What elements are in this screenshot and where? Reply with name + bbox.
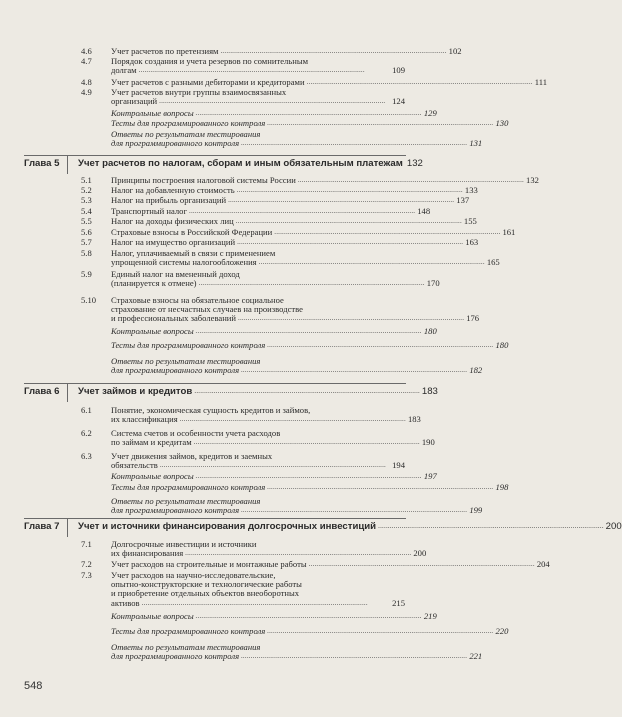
section-title: долгам	[111, 65, 137, 76]
section-title: и приобретение отдельных объектов внеоборотных	[111, 588, 300, 599]
page-ref: 129	[423, 108, 437, 118]
section-number: 4.6	[81, 46, 92, 56]
page-ref: 148	[417, 206, 431, 216]
section-title: упрощенной системы налогообложения	[111, 257, 257, 268]
page-ref: 111	[534, 77, 548, 87]
section-title: Тесты для программированного контроля	[111, 626, 266, 636]
section-title: Учет расчетов внутри группы взаимосвязанных	[111, 87, 287, 97]
section-title: Налог, уплачиваемый в связи с применением	[111, 248, 276, 258]
section-title: Ответы по результатам тестирования	[111, 129, 261, 139]
page-ref: 165	[486, 257, 500, 268]
section-number: 6.3	[81, 451, 92, 461]
section-title: Тесты для программированного контроля	[111, 340, 266, 350]
chapter-title: Учет займов и кредитов	[78, 386, 193, 397]
page-ref: 183	[407, 414, 421, 425]
section-title: их финансирования	[111, 548, 184, 559]
section-title: Транспортный налог	[111, 206, 188, 216]
page-ref: 180	[423, 326, 437, 336]
page-ref: 200	[605, 521, 622, 532]
section-number: 4.9	[81, 87, 92, 97]
page-ref: 220	[495, 626, 509, 636]
page-ref: 124	[392, 96, 405, 107]
section-number: 7.3	[81, 570, 92, 580]
section-title: Тесты для программированного контроля	[111, 482, 266, 492]
page-ref: 163	[465, 237, 479, 247]
page-ref: 137	[456, 195, 470, 205]
page-ref: 221	[469, 651, 483, 662]
page-ref: 155	[463, 216, 477, 226]
section-title: Учет расчетов по претензиям	[111, 46, 219, 56]
section-title: и профессиональных заболеваний	[111, 313, 236, 324]
page-ref: 183	[421, 386, 438, 397]
section-title: Долгосрочные инвестиции и источники	[111, 539, 257, 549]
section-title: Учет расходов на строительные и монтажные работы	[111, 559, 307, 569]
chapter-rule	[67, 156, 68, 174]
section-title: Контрольные вопросы	[111, 326, 194, 336]
page-ref: 219	[423, 611, 437, 621]
page-ref: 131	[469, 138, 483, 149]
page-ref: 130	[495, 118, 509, 128]
page-ref: 198	[495, 482, 509, 492]
section-title: Контрольные вопросы	[111, 108, 194, 118]
chapter-title: Учет расчетов по налогам, сборам и иным обязательным платежам	[78, 158, 403, 169]
section-number: 7.1	[81, 539, 92, 549]
section-title: Учет расчетов с разными дебиторами и кредиторами	[111, 77, 305, 87]
section-title: для программированного контроля	[111, 505, 240, 516]
section-title: Порядок создания и учета резервов по сомнительным	[111, 56, 309, 66]
section-title: Налог на имущество организаций	[111, 237, 236, 247]
section-title: Ответы по результатам тестирования	[111, 496, 261, 506]
chapter-rule	[67, 384, 68, 402]
section-title: страхование от несчастных случаев на производстве	[111, 304, 303, 315]
page-ref: 161	[502, 227, 516, 237]
section-title: Учет расходов на научно-исследовательские,	[111, 570, 276, 580]
page-ref: 190	[421, 437, 435, 448]
section-title: Контрольные вопросы	[111, 471, 194, 481]
section-number: 7.2	[81, 559, 92, 569]
section-number: 4.7	[81, 56, 92, 66]
section-number: 5.9	[81, 269, 92, 279]
chapter-label: Глава 5	[24, 158, 60, 169]
section-title: Налог на прибыль организаций	[111, 195, 227, 205]
page-ref: 194	[392, 460, 405, 471]
section-title: их классификация	[111, 414, 178, 425]
page-ref: 199	[469, 505, 483, 516]
section-number: 4.8	[81, 77, 92, 87]
chapter-divider	[24, 155, 406, 156]
page-ref: 170	[426, 278, 440, 289]
section-title: Ответы по результатам тестирования	[111, 642, 261, 652]
page-ref: 180	[495, 340, 509, 350]
page-ref: 176	[466, 313, 480, 324]
chapter-label: Глава 6	[24, 386, 60, 397]
page-ref: 215	[392, 597, 405, 608]
section-number: 5.5	[81, 216, 92, 226]
page-ref: 182	[469, 365, 483, 376]
section-title: организаций	[111, 96, 158, 107]
section-number: 5.3	[81, 195, 92, 205]
section-title: Налог на добавленную стоимость	[111, 185, 235, 195]
section-title: активов	[111, 597, 140, 608]
section-number: 5.7	[81, 237, 92, 247]
page-ref: 102	[448, 46, 462, 56]
chapter-label: Глава 7	[24, 521, 60, 532]
section-number: 5.4	[81, 206, 92, 216]
page-ref: 200	[413, 548, 427, 559]
section-number: 6.1	[81, 405, 92, 415]
section-title: Принципы построения налоговой системы России	[111, 175, 296, 185]
section-title: для программированного контроля	[111, 651, 240, 662]
section-title: Система счетов и особенности учета расходов	[111, 428, 281, 438]
page-ref: 204	[536, 559, 550, 569]
page-ref: 133	[464, 185, 478, 195]
section-title: (планируется к отмене)	[111, 278, 197, 289]
section-title: Понятие, экономическая сущность кредитов и займов,	[111, 405, 311, 415]
page-ref: 197	[423, 471, 437, 481]
section-title: для программированного контроля	[111, 138, 240, 149]
section-title: Контрольные вопросы	[111, 611, 194, 621]
section-title: Единый налог на вмененный доход	[111, 269, 240, 279]
page-ref: 109	[392, 65, 405, 76]
section-title: Налог на доходы физических лиц	[111, 216, 234, 226]
chapter-title: Учет и источники финансирования долгосрочных инвестиций	[78, 521, 377, 532]
section-title: Страховые взносы на обязательное социальное	[111, 295, 284, 305]
section-number: 5.1	[81, 175, 92, 185]
section-title: Страховые взносы в Российской Федерации	[111, 227, 273, 237]
section-title: Учет движения займов, кредитов и заемных	[111, 451, 273, 461]
page-ref: 132	[526, 175, 539, 185]
section-title: по займам и кредитам	[111, 437, 192, 448]
section-number: 5.8	[81, 248, 92, 258]
section-title: опытно-конструкторские и технологические работы	[111, 579, 302, 590]
page-ref: 132	[406, 158, 423, 169]
section-title: обязательств	[111, 460, 158, 471]
page-number: 548	[24, 680, 43, 692]
chapter-rule	[67, 519, 68, 537]
section-title: для программированного контроля	[111, 365, 240, 376]
chapter-divider	[24, 518, 406, 519]
section-number: 6.2	[81, 428, 92, 438]
chapter-divider	[24, 383, 406, 384]
section-number: 5.2	[81, 185, 92, 195]
section-number: 5.6	[81, 227, 92, 237]
section-title: Тесты для программированного контроля	[111, 118, 266, 128]
section-title: Ответы по результатам тестирования	[111, 356, 261, 366]
section-number: 5.10	[81, 295, 97, 305]
